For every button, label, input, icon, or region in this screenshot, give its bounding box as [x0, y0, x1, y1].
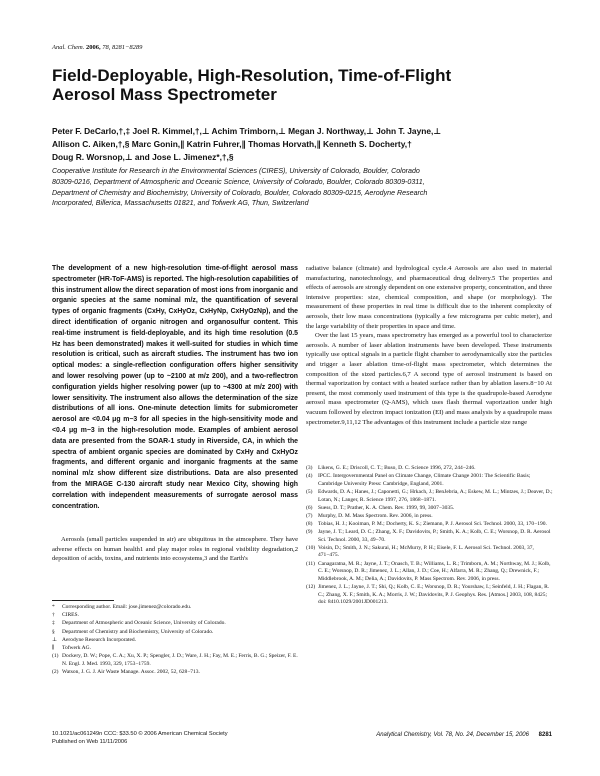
footnote: [52, 629, 302, 637]
reference-list: [306, 465, 554, 608]
reference-text: IPCC. Intergovernmental Panel on Climate Change, Climate Change 2001: The Scientific Basis; Cambridge University Press: Cambridge, England, 2001.: [318, 473, 531, 487]
affiliations: [52, 166, 552, 209]
page-number: 8281: [538, 732, 552, 738]
footnote: [52, 604, 302, 612]
reference-number: (9): [306, 528, 313, 535]
reference-number: (11): [306, 560, 315, 567]
journal-pages: 8281−8289: [111, 44, 143, 51]
footnote-text: CIRES.: [62, 612, 79, 619]
introduction-left: [52, 535, 298, 564]
affiliation-line-3: Department of Chemistry and Biochemistry, University of Colorado, Boulder, Colorado 80309-0215, Aerodyne Research: [52, 188, 428, 197]
reference-number: (8): [306, 520, 313, 527]
footnote-mark: (2): [52, 669, 59, 676]
footer-left: [52, 731, 302, 747]
footnote: [52, 620, 302, 628]
footnote: [52, 653, 302, 668]
reference-number: (10): [306, 544, 316, 551]
journal-issue: Analytical Chemistry, Vol. 78, No. 24, December 15, 2006: [376, 732, 529, 738]
reference-number: (7): [306, 512, 313, 519]
footnotes: [52, 604, 302, 677]
footnote-text: Department of Atmospheric and Oceanic Science, University of Colorado.: [62, 620, 226, 627]
footnote-divider: [52, 600, 114, 601]
journal-volume: 78,: [102, 44, 111, 51]
reference-item: [306, 473, 554, 488]
title-line-1: Field-Deployable, High-Resolution, Time-of-Flight: [52, 66, 452, 85]
reference-text: Canagaratna, M. R.; Jayne, J. T.; Onasch, T. B.; Williams, L. R.; Trimborn, A. M.; Northway, M. J.; Kolb, C. E.; Worsnop, D. R.; Jimenez, J. L.; Allan, J. D.; Coe, H.; Alfarra, M. R.; Zhang, Q.; Drewnick, F.; Middlebrook, A. M.; Delia, A.; Davidovits, P. Mass Spectrom. Rev. 2006, in press.: [318, 560, 551, 582]
affiliation-line-1: Cooperative Institute for Research in the Environmental Sciences (CIRES), University of Colorado, Boulder, Colorado: [52, 167, 420, 175]
reference-item: [306, 545, 554, 560]
footnote-mark: ⊥: [52, 636, 58, 643]
reference-item: [306, 489, 554, 504]
reference-number: (3): [306, 465, 313, 471]
reference-text: Tobias, H. J.; Kooiman, P. M.; Docherty, K. S.; Ziemann, P. J. Aerosol Sci. Technol. 2000, 33, 170−190.: [318, 520, 547, 527]
right-paragraph-2: Over the last 15 years, mass spectrometry has emerged as a powerful tool to characterize aerosols. A number of laser ablation instruments have been developed. These instruments typically use optical signals in a particle flight chamber to aerodynamically size the particles and trigger a laser ablation time-of-flight mass spectrometer, which determines the composition of the sized particles.6,7 A second type of aerosol instrument is based on thermal vaporization by contact with a heated surface rather than by ablation lasers.8−10 At present, the most commonly used instrument of this type is the quadrupole-based Aerodyne aerosol mass spectrometer (Q-AMS), which uses flash thermal vaporization under high vacuum followed by electron impact ionization (EI) and mass analysis by a quadrupole mass spectrometer.9,11,12 The advantages of this instrument include a particle size range: [306, 332, 552, 426]
footnote-mark: ∥: [52, 645, 55, 652]
footnote-mark: †: [52, 612, 55, 619]
article-title: [52, 66, 532, 104]
footnote-mark: (1): [52, 653, 59, 660]
author-line-1: Peter F. DeCarlo,†,‡ Joel R. Kimmel,†,⊥ Achim Trimborn,⊥ Megan J. Northway,⊥ John T. Jayne,⊥: [52, 126, 441, 136]
affiliation-line-4: Incorporated, Billerica, Massachusetts 01821, and Tofwerk AG, Thun, Switzerland: [52, 199, 309, 208]
reference-text: Suess, D. T.; Prather, K. A. Chem. Rev. 1999, 99, 3007−3035.: [318, 504, 455, 511]
reference-item: [306, 561, 554, 584]
footnote-text: Watson, J. G. J. Air Waste Manage. Assoc. 2002, 52, 628−713.: [62, 669, 200, 676]
reference-item: [306, 584, 554, 607]
journal-name: Anal. Chem.: [52, 44, 85, 51]
published-line: Published on Web 11/11/2006: [52, 738, 128, 745]
reference-number: (5): [306, 488, 313, 495]
reference-number: (12): [306, 584, 316, 591]
footnote-text: Department of Chemistry and Biochemistry, University of Colorado.: [62, 628, 214, 635]
journal-reference: [52, 44, 142, 51]
reference-text: Murphy, D. M. Mass Spectrom. Rev. 2006, in press.: [318, 512, 433, 519]
footnote-mark: *: [52, 604, 55, 610]
author-line-3: Doug R. Worsnop,⊥ and Jose L. Jimenez*,†,§: [52, 152, 234, 162]
reference-item: [306, 521, 554, 529]
footnote: [52, 669, 302, 677]
footnote: [52, 637, 302, 645]
reference-text: Jimenez, J. L.; Jayne, J. T.; Shi, Q.; Kolb, C. E.; Worsnop, D. R.; Yourshaw, I.; Seinfeld, J. H.; Flagan, R. C.; Zhang, X. F.; Smith, K. A.; Morris, J. W.; Davidovits, P. J. Geophys. Res. [Atmos.] 2003, 108, 8425; doi: 8410.1029/2001JD001213.: [318, 584, 550, 606]
reference-text: Edwards, D. A.; Hanes, J.; Caponetti, G.; Hrkach, J.; BenJebria, A.; Eskew, M. L.; Mintzes, J.; Deaver, D.; Lotan, N.; Langer, R. Science 1997, 276, 1868−1871.: [318, 488, 553, 503]
doi-line: 10.1021/ac061249n CCC: $33.50 © 2006 American Chemical Society: [52, 731, 228, 737]
reference-item: [306, 529, 554, 544]
right-paragraph-1: radiative balance (climate) and hydrological cycle.4 Aerosols are also used in material manufacturing, nanotechnology, and pharmaceutical drug delivery.5 The properties and effects of aerosols are strongly dependent on one extensive property, concentration, and three intensive properties: size, chemical composition, and shape (or morphology). The measurement of these properties in real time is difficult due to the inherent complexity of aerosols, their low mass concentrations (typically a few micrograms per cubic meter), and the large variability of their properties in space and time.: [306, 265, 552, 330]
reference-text: Voisin, D.; Smith, J. N.; Sakurai, H.; McMurry, P. H.; Eisele, F. L. Aerosol Sci. Technol. 2003, 37, 471−475.: [318, 544, 534, 559]
footnote-text: Corresponding author. Email: jose.jimenez@colorado.edu.: [62, 604, 192, 610]
footnote-text: Tofwerk AG.: [62, 645, 91, 652]
footnote-mark: ‡: [52, 620, 55, 627]
abstract: The development of a new high-resolution time-of-flight aerosol mass spectrometer (HR-ToF-AMS) is reported. The high-resolution capabilities of this instrument allow the direct separation of most ions from inorganic and organic species at the same nominal m/z, the quantification of several types of organic fragments (CxHy, CxHyOz, CxHyNp, CxHyOzNp), and the direct identification of organic nitrogen and organosulfur content. This real-time instrument is field-deployable, and its high time resolution (0.5 Hz has been demonstrated) makes it well-suited for studies in which time resolution is critical, such as aircraft studies. The instrument has two ion optical modes: a single-reflection configuration offers higher sensitivity and lower resolving power (up to ~2100 at m/z 200), and a two-reflectron configuration yields higher resolving power (up to ~4300 at m/z 200) with lower sensitivity. The instrument also allows the determination of the size distributions of all ions. One-minute detection limits for submicrometer aerosol are <0.04 μg m−3 for all species in the high-sensitivity mode and <0.4 μg m−3 in the high-resolution mode. Examples of ambient aerosol data are presented from the SOAR-1 study in Riverside, CA, in which the spectra of ambient organic species are dominated by CxHy and CxHyOz fragments, and different organic and inorganic fragments at the same nominal m/z show different size distributions. Data are also presented from the MIRAGE C-130 aircraft study near Mexico City, showing high correlation with independent measurements of surrogate aerosol mass concentration.: [52, 265, 298, 510]
reference-item: [306, 513, 554, 521]
footnote: [52, 645, 302, 653]
footnote-text: Dockery, D. W.; Pope, C. A.; Xu, X. P.; Spengler, J. D.; Ware, J. H.; Fay, M. E.; Ferris, B. G.; Speizer, F. E. N. Engl. J. Med. 1993, 329, 1753−1759.: [62, 653, 298, 667]
author-list: [52, 125, 552, 164]
reference-item: [306, 465, 554, 473]
footnote-text: Aerodyne Research Incorporated.: [62, 636, 137, 643]
reference-text: Likens, G. E.; Driscoll, C. T.; Buso, D. C. Science 1996, 272, 244−246.: [318, 465, 476, 471]
reference-number: (6): [306, 504, 313, 511]
intro-paragraph-1: Aerosols (small particles suspended in air) are ubiquitous in the atmosphere. They have adverse effects on human health1 and play major roles in regional visibility degradation,2 deposition of acids, toxins, and nutrients into ecosystems,3 and the Earth's: [52, 536, 298, 563]
author-line-2: Allison C. Aiken,†,§ Marc Gonin,∥ Katrin Fuhrer,∥ Thomas Horvath,∥ Kenneth S. Docherty,†: [52, 139, 412, 149]
journal-year: 2006,: [85, 44, 101, 51]
reference-number: (4): [306, 473, 313, 480]
footnote-mark: §: [52, 628, 55, 635]
reference-text: Jayne, J. T.; Leard, D. C.; Zhang, X. F.; Davidovits, P.; Smith, K. A.; Kolb, C. E.; Worsnop, D. R. Aerosol Sci. Technol. 2000, 33, 49−70.: [318, 528, 551, 543]
introduction-right: [306, 264, 552, 427]
footer-right: [330, 731, 552, 739]
affiliation-line-2: 80309-0216, Department of Atmospheric and Oceanic Science, University of Colorado, Boulder, Colorado 80309-0311,: [52, 177, 425, 186]
footnote: [52, 612, 302, 620]
title-line-2: Aerosol Mass Spectrometer: [52, 85, 277, 104]
reference-item: [306, 505, 554, 513]
